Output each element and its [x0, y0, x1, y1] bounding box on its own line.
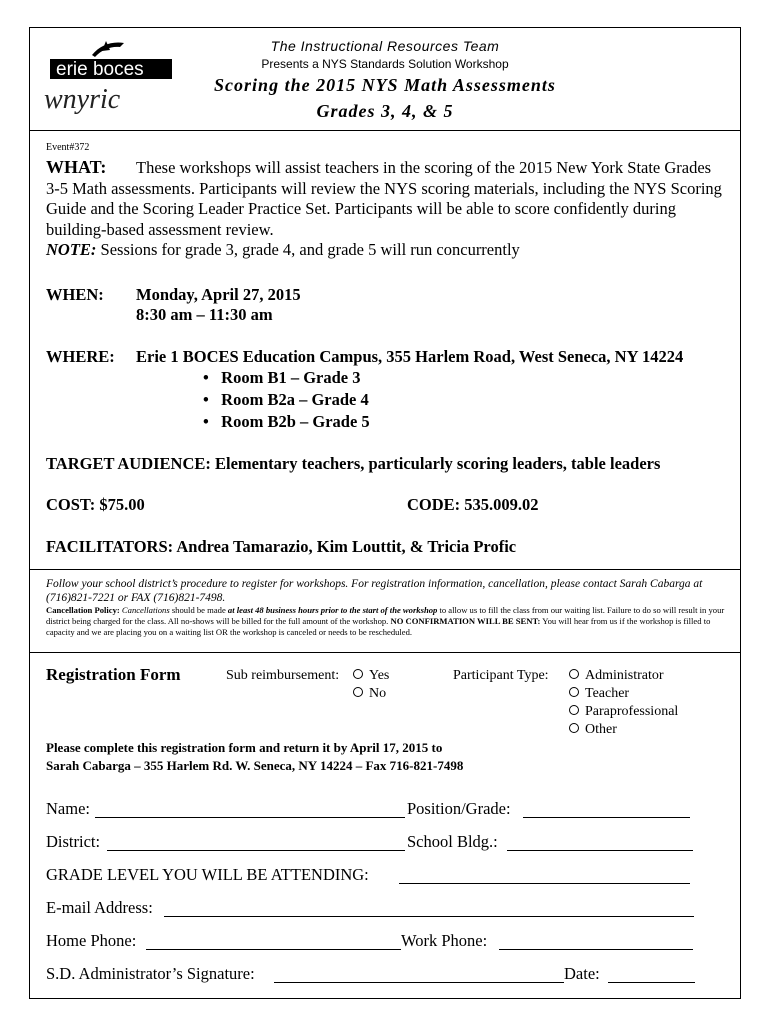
room-item: • Room B2a – Grade 4: [203, 390, 369, 409]
position-field[interactable]: [523, 817, 690, 818]
ptype-option-other[interactable]: Other: [569, 722, 617, 738]
date-field[interactable]: [608, 982, 695, 983]
name-field[interactable]: [95, 817, 405, 818]
room-item: • Room B2b – Grade 5: [203, 412, 370, 431]
facilitators: FACILITATORS: Andrea Tamarazio, Kim Louttit, & Tricia Profic: [46, 537, 517, 556]
radio-icon[interactable]: [353, 687, 363, 697]
note-text: Sessions for grade 3, grade 4, and grade 5 will run concurrently: [96, 240, 520, 259]
home-phone-field[interactable]: [146, 949, 401, 950]
home-phone-label: Home Phone:: [46, 931, 137, 950]
grade-level-field[interactable]: [399, 883, 690, 884]
work-phone-field[interactable]: [499, 949, 693, 950]
position-label: Position/Grade:: [407, 799, 511, 818]
radio-icon[interactable]: [569, 723, 579, 733]
district-field[interactable]: [107, 850, 405, 851]
divider-registration: [29, 652, 741, 653]
cost: COST: $75.00: [46, 495, 145, 514]
cancellation-policy: Cancellation Policy: Cancellations should be made at least 48 business hours prior to the start of the workshop to allow us to fill the class from our waiting list. Failure to do so will result in your district being charged for the class. All no-shows will be billed for the full amount of the workshop. NO CONFIRMATION WILL BE SENT: You will hear from us if the workshop is filled to capacity and we are placing you on a waiting list OR the workshop is canceled or needs to be rescheduled.: [46, 605, 725, 637]
svg-text:erie boces: erie boces: [56, 59, 144, 80]
instructions-line-2: Sarah Cabarga – 355 Harlem Rd. W. Seneca, NY 14224 – Fax 716-821-7498: [46, 758, 464, 773]
radio-icon[interactable]: [353, 669, 363, 679]
work-phone-label: Work Phone:: [401, 931, 488, 950]
divider-policy: [29, 569, 741, 570]
target-audience: TARGET AUDIENCE: Elementary teachers, particularly scoring leaders, table leaders: [46, 454, 661, 473]
date-label: Date:: [564, 964, 600, 983]
when-time: 8:30 am – 11:30 am: [136, 305, 273, 324]
sub-option-no[interactable]: No: [353, 686, 386, 702]
what-text: These workshops will assist teachers in the scoring of the 2015 New York State Grades 3-5 Math assessments. Participants will review the NYS scoring materials, including the NYS Scoring Guide and the Scoring Leader Practice Set. Participants will be able to score confidently during building-based assessment review.: [46, 158, 722, 239]
code: CODE: 535.009.02: [407, 495, 539, 514]
admin-signature-label: S.D. Administrator’s Signature:: [46, 964, 255, 983]
divider-header: [29, 130, 741, 131]
grade-level-label: GRADE LEVEL YOU WILL BE ATTENDING:: [46, 865, 369, 884]
radio-icon[interactable]: [569, 669, 579, 679]
sub-reimbursement-label: Sub reimbursement:: [226, 668, 340, 683]
sub-option-yes[interactable]: Yes: [353, 668, 389, 684]
admin-signature-field[interactable]: [274, 982, 564, 983]
workshop-title: Scoring the 2015 NYS Math Assessments: [214, 75, 556, 95]
ptype-option-teacher[interactable]: Teacher: [569, 686, 629, 702]
name-label: Name:: [46, 799, 90, 818]
district-label: District:: [46, 832, 101, 851]
svg-text:wnyric: wnyric: [44, 84, 121, 115]
room-item: • Room B1 – Grade 3: [203, 368, 361, 387]
ptype-option-paraprofessional[interactable]: Paraprofessional: [569, 704, 678, 720]
email-field[interactable]: [164, 916, 694, 917]
event-number: Event#372: [46, 142, 90, 153]
note-label: NOTE:: [46, 240, 97, 259]
where-text: Erie 1 BOCES Education Campus, 355 Harlem Road, West Seneca, NY 14224: [136, 347, 684, 366]
registration-title: Registration Form: [46, 665, 181, 684]
when-date: Monday, April 27, 2015: [136, 285, 301, 304]
radio-icon[interactable]: [569, 687, 579, 697]
school-field[interactable]: [507, 850, 693, 851]
what-section: [46, 157, 726, 261]
ptype-option-administrator[interactable]: Administrator: [569, 668, 664, 684]
radio-icon[interactable]: [569, 705, 579, 715]
what-label: WHAT:: [46, 157, 107, 177]
presents-line: Presents a NYS Standards Solution Workshop: [261, 57, 509, 71]
school-label: School Bldg.:: [407, 832, 498, 851]
where-label: WHERE:: [46, 347, 115, 366]
team-name: The Instructional Resources Team: [270, 38, 500, 54]
participant-type-label: Participant Type:: [453, 668, 549, 683]
workshop-grades: Grades 3, 4, & 5: [316, 101, 454, 121]
instructions-line-1: Please complete this registration form and return it by April 17, 2015 to: [46, 740, 443, 755]
email-label: E-mail Address:: [46, 898, 153, 917]
when-label: WHEN:: [46, 285, 104, 304]
registration-info: Follow your school district’s procedure to register for workshops. For registration information, cancellation, please contact Sarah Cabarga at (716)821-7221 or FAX (716)821-7498.: [46, 578, 703, 604]
